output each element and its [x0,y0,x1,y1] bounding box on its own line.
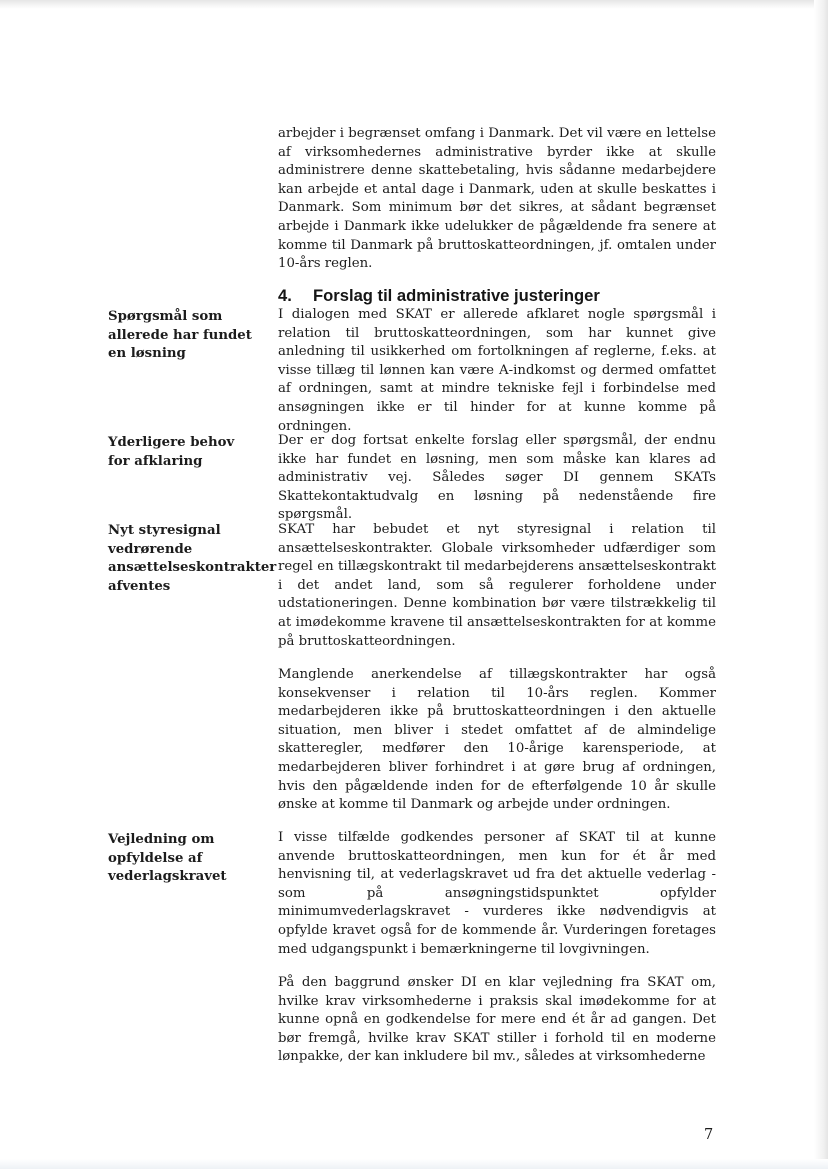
margin-note-new-guidance: Nyt styresignal vedrørende ansættelseskontrakter afventes [108,523,277,594]
paragraph-one-year-approval: I visse tilfælde godkendes personer af SKAT til at kunne anvende bruttoskatteordningen, men kun for ét år med henvisning til, at vederlagskravet ud fra det aktuelle vederlag - som på ansøgningstidspunktet opfylder minimumvederlagskravet - vurderes ikke nødvendigvis at opfylde kravet også for de kommende år. Vurderingen foretages med udgangspunkt i bemærkningerne til lovgivningen. [278,830,716,957]
paragraph-clear-guidance: På den baggrund ønsker DI en klar vejledning fra SKAT om, hvilke krav virksomhederne i praksis skal imødekomme for at kunne opnå en godkendelse for mere end ét år ad gangen. Det bør fremgå, hvilke krav SKAT stiller i forhold til en moderne lønpakke, der kan inkludere bil mv., således at virksomhederne [278,975,716,1065]
page-edge-top [0,0,828,9]
page-edge-right [814,0,828,1169]
margin-note-further-clarification: Yderligere behov for afklaring [108,435,235,469]
paragraph-dialog-with-skat: I dialogen med SKAT er allerede afklaret nogle spørgsmål i relation til bruttoskatteordningen, som har kunnet give anledning til usikkerhed om fortolkningen af reglerne, f.eks. at visse tillæg til lønnen kan være A-indkomst og dermed omfattet af ordningen, samt at mindre tekniske fejl i forbindelse med ansøgningen ikke er til hinder for at kunne komme på ordningen. [278,307,716,434]
section-title: Forslag til administrative justeringer [313,286,600,305]
section-heading [278,286,718,306]
margin-note-remuneration-guidance: Vejledning om opfyldelse af vederlagskravet [108,832,227,885]
section-number: 4. [278,286,292,305]
intro-paragraph: arbejder i begrænset omfang i Danmark. Det vil være en lettelse af virksomhedernes administrative byrder ikke at skulle administrere denne skattebetaling, hvis sådanne medarbejdere kan arbejde et antal dage i Danmark, uden at skulle beskattes i Danmark. Som minimum bør det sikres, at sådant begrænset arbejde i Danmark ikke udelukker de pågældende fra senere at komme til Danmark på bruttoskatteordningen, jf. omtalen under 10-års reglen. [278,126,716,272]
page-number: 7 [704,1127,714,1143]
page-edge-bottom [0,1159,828,1169]
paragraph-ten-year-rule: Manglende anerkendelse af tillægskontrakter har også konsekvenser i relation til 10-års reglen. Kommer medarbejderen ikke på bruttoskatteordningen i den aktuelle situation, men bliver i stedet omfattet af de almindelige skatteregler, medfører den 10-årige karensperiode, at medarbejderen bliver forhindret i at gøre brug af ordningen, hvis den pågældende inden for de efterfølgende 10 år skulle ønske at komme til Danmark og arbejde under ordningen. [278,667,716,813]
margin-note-resolved-questions: Spørgsmål som allerede har fundet en løsning [108,309,252,362]
paragraph-employment-contracts: SKAT har bebudet et nyt styresignal i relation til ansættelseskontrakter. Globale virksomheder udfærdiger som regel en tillægskontrakt til medarbejderens ansættelseskontrakt i det andet land, som så regulerer forholdene under udstationeringen. Denne kombination bør være tilstrækkelig til at imødekomme kravene til ansættelseskontrakten for at komme på bruttoskatteordningen. [278,522,716,649]
paragraph-remaining-questions: Der er dog fortsat enkelte forslag eller spørgsmål, der endnu ikke har fundet en løsning, men som måske kan klares ad administrativ vej. Således søger DI gennem SKATs Skattekontaktudvalg en løsning på nedenstående fire spørgsmål. [278,433,716,523]
